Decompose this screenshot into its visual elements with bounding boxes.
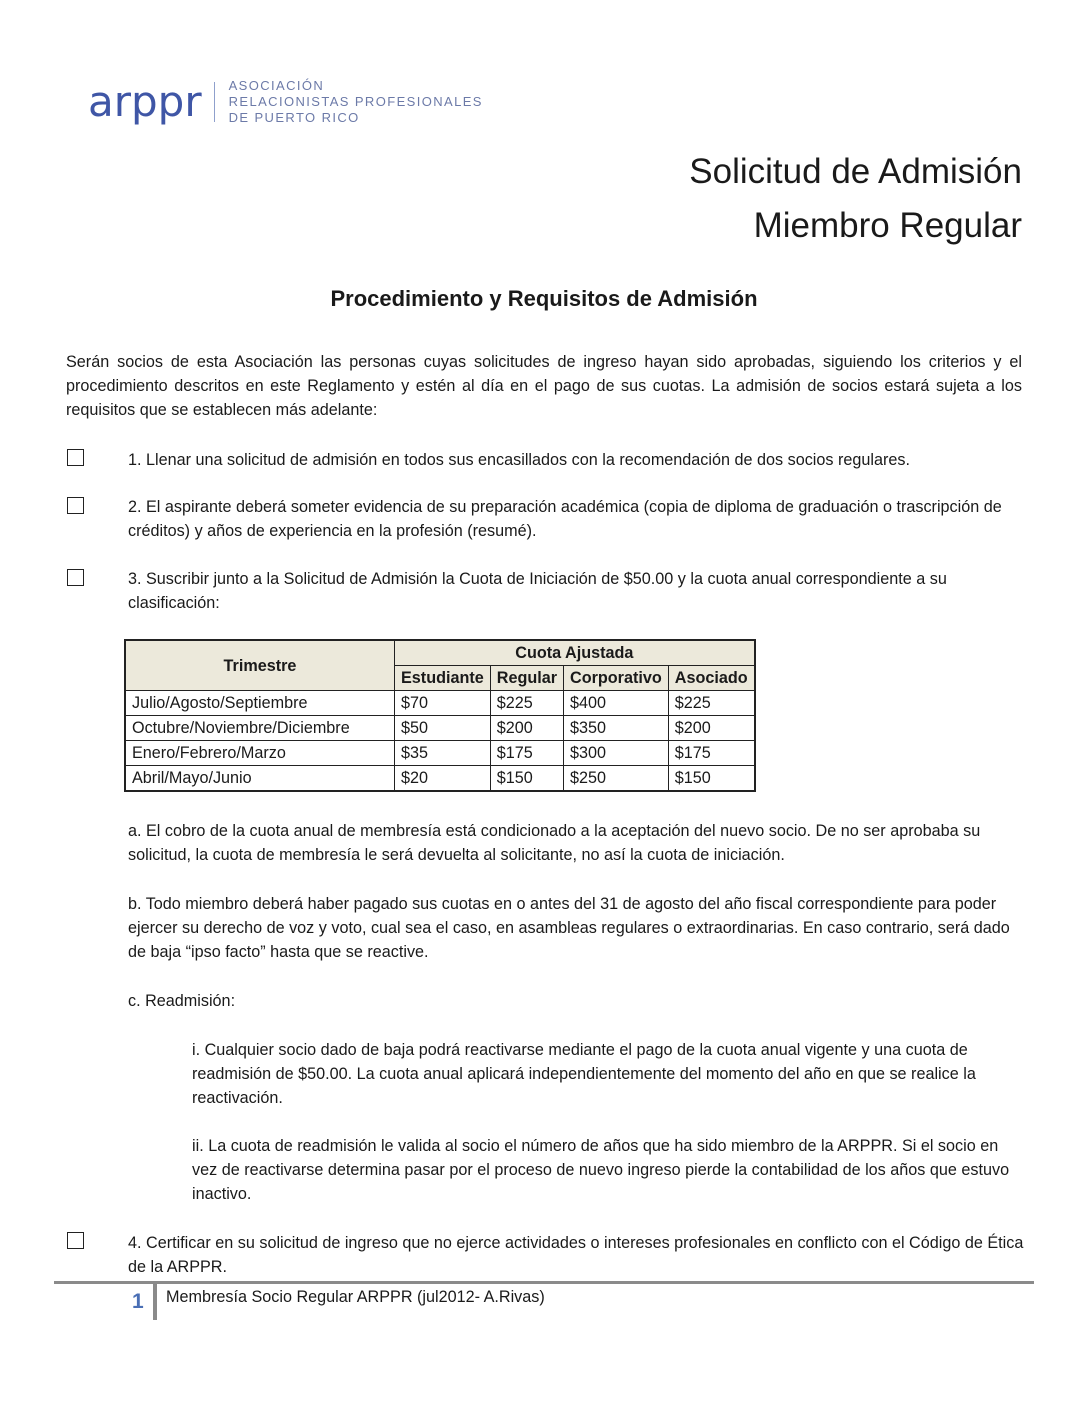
- note-c-ii: ii. La cuota de readmisión le valida al socio el número de años que ha sido miembro de la ARPPR. Si el socio en vez de reactivarse determina pasar por el proceso de nuevo ingreso pierde la contabilidad de los años que estuvo inactivo.: [192, 1137, 1010, 1203]
- footer-divider: [54, 1281, 1034, 1284]
- table-cell: $50: [395, 716, 491, 741]
- table-row: [125, 716, 755, 741]
- logo-line: ASOCIACIÓN: [228, 78, 325, 93]
- table-cell: Julio/Agosto/Septiembre: [125, 691, 395, 716]
- table-cell: $250: [564, 766, 669, 792]
- logo-line: RELACIONISTAS PROFESIONALES: [228, 94, 483, 109]
- table-cell: $300: [564, 741, 669, 766]
- table-cell: $225: [490, 691, 563, 716]
- note-c: c. Readmisión:: [128, 992, 236, 1010]
- table-column-header: Corporativo: [564, 666, 669, 691]
- table-cell: $200: [490, 716, 563, 741]
- note-b: b. Todo miembro deberá haber pagado sus cuotas en o antes del 31 de agosto del año fiscal correspondiente para poder ejercer su derecho de voz y voto, cual sea el caso, en asambleas regulares o extraordinarias. En caso contrario, será dado de baja “ipso facto” hasta que se reactive.: [128, 895, 1010, 961]
- checkbox-item-3[interactable]: [67, 569, 84, 586]
- table-cell: $20: [395, 766, 491, 792]
- table-row: [125, 766, 755, 792]
- table-header-row: [125, 640, 755, 666]
- table-cell: Octubre/Noviembre/Diciembre: [125, 716, 395, 741]
- logo-mark: arppr: [88, 77, 202, 126]
- table-cell: $150: [490, 766, 563, 792]
- section-heading: Procedimiento y Requisitos de Admisión: [330, 286, 758, 311]
- requirement-item-4: 4. Certificar en su solicitud de ingreso que no ejerce actividades o intereses profesionales en conflicto con el Código de Ética de la ARPPR.: [128, 1234, 1024, 1276]
- logo: [88, 78, 483, 126]
- table-cell: Enero/Febrero/Marzo: [125, 741, 395, 766]
- requirement-item-2: 2. El aspirante deberá someter evidencia de su preparación académica (copia de diploma de graduación o trascripción de créditos) y años de experiencia en la profesión (resumé).: [128, 498, 1002, 540]
- checkbox-item-4[interactable]: [67, 1232, 84, 1249]
- logo-text: [229, 78, 483, 126]
- page-number: 1: [132, 1290, 144, 1313]
- table-cell: $225: [668, 691, 754, 716]
- table-cell: Abril/Mayo/Junio: [125, 766, 395, 792]
- fee-table: [124, 639, 756, 792]
- table-cell: $150: [668, 766, 754, 792]
- table-row: [125, 741, 755, 766]
- document-title: Solicitud de Admisión: [689, 152, 1022, 191]
- document-subtitle: Miembro Regular: [753, 206, 1022, 245]
- table-cell: $350: [564, 716, 669, 741]
- table-column-header: Regular: [490, 666, 563, 691]
- table-header-group: Cuota Ajustada: [395, 640, 755, 666]
- table-cell: $35: [395, 741, 491, 766]
- intro-paragraph: Serán socios de esta Asociación las personas cuyas solicitudes de ingreso hayan sido aprobadas, siguiendo los criterios y el procedimiento descritos en este Reglamento y estén al día en el pago de sus cuotas. La admisión de socios estará sujeta a los requisitos que se establecen más adelante:: [66, 353, 1022, 419]
- footer-text: Membresía Socio Regular ARPPR (jul2012- A.Rivas): [166, 1288, 545, 1306]
- requirement-item-3: 3. Suscribir junto a la Solicitud de Admisión la Cuota de Iniciación de $50.00 y la cuota anual correspondiente a su clasificación:: [128, 570, 947, 612]
- table-cell: $200: [668, 716, 754, 741]
- checkbox-item-1[interactable]: [67, 449, 84, 466]
- note-a: a. El cobro de la cuota anual de membresía está condicionado a la aceptación del nuevo socio. De no ser aprobaba su solicitud, la cuota de membresía le será devuelta al solicitante, no así la cuota de iniciación.: [128, 822, 981, 864]
- table-column-header: Estudiante: [395, 666, 491, 691]
- footer-bar: [153, 1284, 157, 1320]
- note-c-i: i. Cualquier socio dado de baja podrá reactivarse mediante el pago de la cuota anual vigente y una cuota de readmisión de $50.00. La cuota anual aplicará independientemente del momento del año en que se realice la reactivación.: [192, 1041, 976, 1107]
- logo-divider: [214, 82, 215, 122]
- requirement-item-1: 1. Llenar una solicitud de admisión en todos sus encasillados con la recomendación de dos socios regulares.: [128, 451, 910, 469]
- table-column-header: Asociado: [668, 666, 754, 691]
- table-cell: $175: [490, 741, 563, 766]
- table-cell: $175: [668, 741, 754, 766]
- logo-line: DE PUERTO RICO: [228, 110, 360, 125]
- checkbox-item-2[interactable]: [67, 497, 84, 514]
- table-cell: $400: [564, 691, 669, 716]
- table-row: [125, 691, 755, 716]
- table-header-trimestre: Trimestre: [125, 640, 395, 691]
- table-cell: $70: [395, 691, 491, 716]
